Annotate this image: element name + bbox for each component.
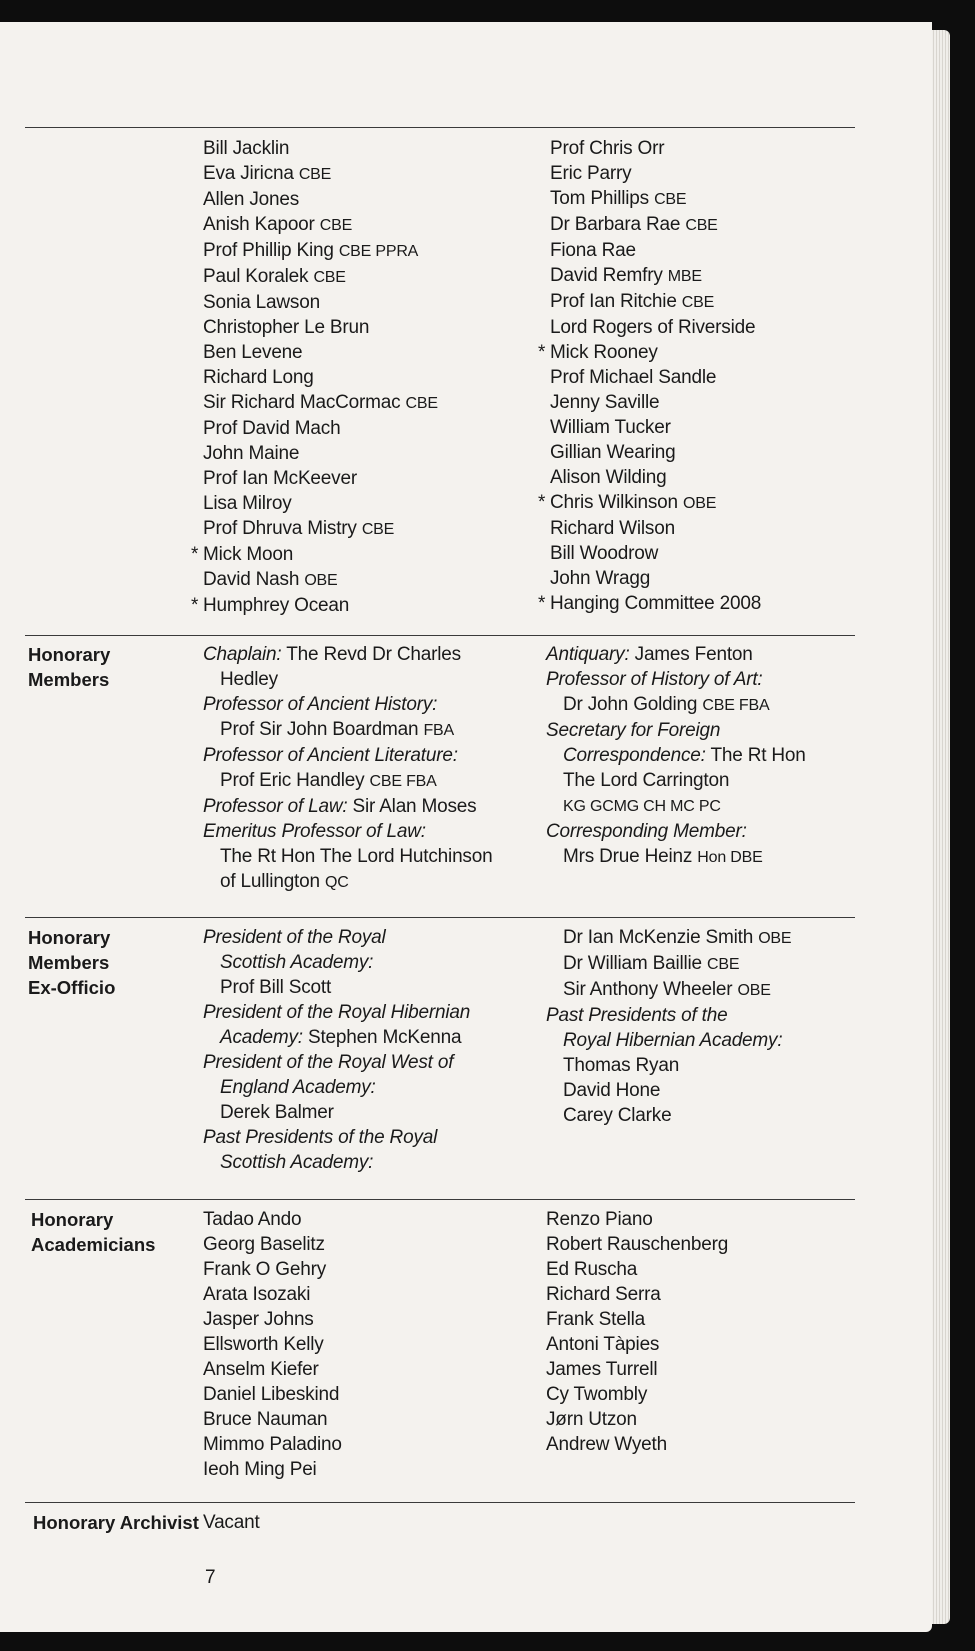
member-entry xyxy=(203,390,438,416)
person-name: Andrew Wyeth xyxy=(546,1434,667,1455)
person-name: Prof Phillip King xyxy=(203,240,334,261)
honours-suffix: Hon DBE xyxy=(697,849,763,866)
member-entry xyxy=(203,416,438,441)
person-name: Eva Jiricna xyxy=(203,163,294,184)
person-name: Prof Chris Orr xyxy=(550,138,665,159)
hanging-committee-marker: * xyxy=(538,342,546,363)
person-name: Dr John Golding xyxy=(563,694,698,715)
person-name: Tom Phillips xyxy=(550,188,649,209)
member-entry xyxy=(538,490,761,516)
role-entry xyxy=(546,793,806,819)
person-name: David Hone xyxy=(563,1080,661,1101)
member-entry xyxy=(546,1232,728,1257)
person-name: Prof Eric Handley xyxy=(220,770,365,791)
person-name: David Nash xyxy=(203,569,300,590)
role-title: Scottish Academy: xyxy=(220,952,374,973)
role-entry xyxy=(203,1150,470,1175)
role-entry xyxy=(203,1100,470,1125)
role-entry xyxy=(203,692,492,717)
member-entry xyxy=(550,440,761,465)
person-name: Paul Koralek xyxy=(203,266,309,287)
role-entry xyxy=(546,743,806,768)
role-title: Past Presidents of the xyxy=(546,1005,728,1026)
person-name: Dr Barbara Rae xyxy=(550,214,681,235)
section-heading-line: Ex-Officio xyxy=(28,977,116,998)
role-title: Academy: xyxy=(220,1027,303,1048)
member-entry xyxy=(550,390,761,415)
member-entry xyxy=(203,441,438,466)
role-title: President of the Royal xyxy=(203,927,386,948)
person-name: John Wragg xyxy=(550,568,651,589)
role-entry xyxy=(546,925,791,951)
member-entry xyxy=(203,365,438,390)
person-name: Anselm Kiefer xyxy=(203,1359,319,1380)
member-entry xyxy=(203,1332,342,1357)
honours-suffix: OBE xyxy=(758,930,792,947)
person-name: The Revd Dr Charles xyxy=(286,644,461,665)
person-name: Jenny Saville xyxy=(550,392,660,413)
section-heading-line: Honorary xyxy=(28,927,111,948)
rule-honorary-members xyxy=(25,635,855,636)
honours-suffix: OBE xyxy=(304,572,338,589)
role-entry xyxy=(546,1078,791,1103)
person-name: James Turrell xyxy=(546,1359,658,1380)
role-title: England Academy: xyxy=(220,1077,376,1098)
member-entry xyxy=(550,541,761,566)
member-entry xyxy=(550,365,761,390)
hanging-committee-marker: * xyxy=(191,544,199,565)
person-name: Lisa Milroy xyxy=(203,493,292,514)
person-name: Stephen McKenna xyxy=(307,1027,462,1048)
honorary-members-heading xyxy=(28,642,110,692)
member-entry xyxy=(203,1382,342,1407)
person-name: Sir Alan Moses xyxy=(352,796,477,817)
person-name: Eric Parry xyxy=(550,163,632,184)
honours-suffix: OBE xyxy=(737,982,771,999)
role-entry xyxy=(203,743,492,768)
role-entry xyxy=(546,844,806,870)
role-entry xyxy=(203,667,492,692)
role-entry xyxy=(546,1003,791,1028)
member-entry xyxy=(203,212,438,238)
member-entry xyxy=(203,187,438,212)
person-name: Prof Ian McKeever xyxy=(203,468,357,489)
role-entry xyxy=(203,869,492,895)
person-name: Ed Ruscha xyxy=(546,1259,638,1280)
role-entry xyxy=(546,768,806,793)
honours-suffix: CBE xyxy=(654,191,687,208)
member-entry xyxy=(203,1207,342,1232)
role-entry xyxy=(203,1025,470,1050)
role-entry xyxy=(203,1125,470,1150)
person-name: Lord Rogers of Riverside xyxy=(550,317,756,338)
role-title: Professor of Ancient Literature: xyxy=(203,745,458,766)
role-entry xyxy=(203,975,470,1000)
person-name: Antoni Tàpies xyxy=(546,1334,660,1355)
role-title: Antiquary: xyxy=(546,644,630,665)
person-name: Anish Kapoor xyxy=(203,214,315,235)
role-entry xyxy=(546,1103,791,1128)
honours-suffix: CBE PPRA xyxy=(338,243,419,260)
member-entry xyxy=(203,1282,342,1307)
person-name: Dr Ian McKenzie Smith xyxy=(563,927,754,948)
member-entry xyxy=(550,465,761,490)
person-name: Prof Bill Scott xyxy=(220,977,332,998)
person-name: Daniel Libeskind xyxy=(203,1384,340,1405)
person-name: Sir Anthony Wheeler xyxy=(563,979,733,1000)
person-name: Allen Jones xyxy=(203,189,300,210)
person-name: Bruce Nauman xyxy=(203,1409,328,1430)
member-entry xyxy=(546,1357,728,1382)
person-name: Hanging Committee 2008 xyxy=(550,593,762,614)
person-name: The Rt Hon xyxy=(710,745,806,766)
role-entry xyxy=(203,717,492,743)
person-name: Derek Balmer xyxy=(220,1102,334,1123)
member-entry xyxy=(550,212,761,238)
member-entry xyxy=(203,466,438,491)
role-entry xyxy=(546,1028,791,1053)
member-entry xyxy=(203,264,438,290)
section-heading-line: Honorary xyxy=(28,644,111,665)
role-entry xyxy=(203,642,492,667)
person-name: Sonia Lawson xyxy=(203,292,320,313)
member-entry xyxy=(203,161,438,187)
member-entry xyxy=(550,415,761,440)
person-name: Prof Michael Sandle xyxy=(550,367,717,388)
honours-suffix: CBE FBA xyxy=(369,773,437,790)
member-entry xyxy=(203,567,438,593)
role-entry xyxy=(203,819,492,844)
person-name: Humphrey Ocean xyxy=(203,595,350,616)
honours-suffix: OBE xyxy=(683,495,717,512)
member-entry xyxy=(550,238,761,263)
rule-honorary-archivist xyxy=(25,1502,855,1503)
role-entry xyxy=(546,692,806,718)
member-entry xyxy=(550,161,761,186)
member-entry xyxy=(538,340,761,365)
member-entry xyxy=(203,1407,342,1432)
person-name: Prof Sir John Boardman xyxy=(220,719,419,740)
member-entry xyxy=(191,542,438,567)
section-heading-line: Members xyxy=(28,669,110,690)
honours-suffix: CBE xyxy=(361,521,395,538)
person-name: Cy Twombly xyxy=(546,1384,648,1405)
member-entry xyxy=(203,1432,342,1457)
hanging-committee-marker: * xyxy=(538,593,546,614)
role-entry xyxy=(203,1050,470,1075)
person-name: Georg Baselitz xyxy=(203,1234,325,1255)
member-entry xyxy=(203,136,438,161)
page-number: 7 xyxy=(205,1567,216,1588)
member-entry xyxy=(203,290,438,315)
role-entry xyxy=(546,642,806,667)
ex-officio-right-column xyxy=(546,925,791,1128)
role-title: Chaplain: xyxy=(203,644,282,665)
ex-officio-left-column xyxy=(203,925,470,1175)
rule-ex-officio xyxy=(25,917,855,918)
role-title: Royal Hibernian Academy: xyxy=(563,1030,783,1051)
member-entry xyxy=(550,186,761,212)
member-entry xyxy=(546,1282,728,1307)
member-entry xyxy=(546,1207,728,1232)
honours-suffix: QC xyxy=(324,874,349,891)
person-name: David Remfry xyxy=(550,265,663,286)
person-name: Bill Jacklin xyxy=(203,138,290,159)
person-name: Frank Stella xyxy=(546,1309,645,1330)
person-name: The Lord Carrington xyxy=(563,770,730,791)
person-name: Mimmo Paladino xyxy=(203,1434,342,1455)
role-entry xyxy=(203,950,470,975)
role-entry xyxy=(546,819,806,844)
person-name: Bill Woodrow xyxy=(550,543,659,564)
document-page xyxy=(0,22,932,1632)
person-name: Dr William Baillie xyxy=(563,953,702,974)
role-title: Professor of History of Art: xyxy=(546,669,763,690)
person-name: Tadao Ando xyxy=(203,1209,302,1230)
honours-suffix: MBE xyxy=(667,268,702,285)
hanging-committee-marker: * xyxy=(538,492,546,513)
role-entry xyxy=(546,718,806,743)
honours-suffix: CBE xyxy=(707,956,740,973)
member-entry xyxy=(203,1232,342,1257)
person-name: William Tucker xyxy=(550,417,671,438)
role-entry xyxy=(546,977,791,1003)
person-name: The Rt Hon The Lord Hutchinson xyxy=(220,846,493,867)
member-entry xyxy=(538,591,762,616)
honorary-academicians-heading xyxy=(31,1207,155,1257)
honours-suffix: CBE FBA xyxy=(702,697,770,714)
member-entry xyxy=(203,1457,342,1482)
ex-officio-heading xyxy=(28,925,115,1000)
honours-suffix: CBE xyxy=(298,166,332,183)
role-title: Professor of Law: xyxy=(203,796,348,817)
person-name: Christopher Le Brun xyxy=(203,317,370,338)
person-name: Frank O Gehry xyxy=(203,1259,327,1280)
person-name: Prof Dhruva Mistry xyxy=(203,518,357,539)
honorary-members-left-column xyxy=(203,642,492,895)
person-name: James Fenton xyxy=(634,644,753,665)
role-title: Scottish Academy: xyxy=(220,1152,374,1173)
academicians-right-column xyxy=(538,136,762,616)
member-entry xyxy=(203,238,438,264)
honours-suffix: CBE xyxy=(313,269,346,286)
honours-suffix: KG GCMG CH MC PC xyxy=(563,798,721,815)
role-title: President of the Royal Hibernian xyxy=(203,1002,471,1023)
role-entry xyxy=(203,925,470,950)
role-title: Past Presidents of the Royal xyxy=(203,1127,438,1148)
honours-suffix: CBE xyxy=(319,217,353,234)
member-entry xyxy=(550,566,761,591)
person-name: Prof David Mach xyxy=(203,418,341,439)
member-entry xyxy=(546,1332,728,1357)
role-entry xyxy=(203,1000,470,1025)
member-entry xyxy=(550,263,761,289)
person-name: Arata Isozaki xyxy=(203,1284,311,1305)
person-name: Jasper Johns xyxy=(203,1309,314,1330)
member-entry xyxy=(203,491,438,516)
person-name: Mick Moon xyxy=(203,544,294,565)
role-entry xyxy=(203,794,492,819)
role-title: Professor of Ancient History: xyxy=(203,694,438,715)
rule-honorary-academicians xyxy=(25,1199,855,1200)
section-heading-line: Honorary xyxy=(31,1209,114,1230)
member-entry xyxy=(546,1407,728,1432)
person-name: Alison Wilding xyxy=(550,467,667,488)
member-entry xyxy=(203,516,438,542)
honours-suffix: CBE xyxy=(405,395,438,412)
honours-suffix: CBE xyxy=(685,217,718,234)
role-title: Emeritus Professor of Law: xyxy=(203,821,426,842)
member-entry xyxy=(546,1382,728,1407)
member-entry xyxy=(203,340,438,365)
honorary-academicians-right-column xyxy=(546,1207,728,1457)
person-name: Ieoh Ming Pei xyxy=(203,1459,317,1480)
person-name: Fiona Rae xyxy=(550,240,636,261)
person-name: Hedley xyxy=(220,669,278,690)
person-name: Mick Rooney xyxy=(550,342,658,363)
role-title: Corresponding Member: xyxy=(546,821,747,842)
role-entry xyxy=(546,951,791,977)
member-entry xyxy=(203,1257,342,1282)
role-entry xyxy=(546,1053,791,1078)
member-entry xyxy=(546,1257,728,1282)
person-name: of Lullington xyxy=(220,871,320,892)
person-name: Carey Clarke xyxy=(563,1105,672,1126)
person-name: Jørn Utzon xyxy=(546,1409,637,1430)
person-name: Ellsworth Kelly xyxy=(203,1334,324,1355)
role-title: Secretary for Foreign xyxy=(546,720,721,741)
role-entry xyxy=(546,667,806,692)
member-entry xyxy=(550,289,761,315)
person-name: Thomas Ryan xyxy=(563,1055,680,1076)
role-entry xyxy=(203,1075,470,1100)
person-name: Renzo Piano xyxy=(546,1209,653,1230)
person-name: Richard Serra xyxy=(546,1284,661,1305)
top-rule xyxy=(25,127,855,128)
person-name: Richard Wilson xyxy=(550,518,675,539)
person-name: Prof Ian Ritchie xyxy=(550,291,677,312)
member-entry xyxy=(203,315,438,340)
member-entry xyxy=(203,1357,342,1382)
honours-suffix: FBA xyxy=(423,722,454,739)
member-entry xyxy=(550,516,761,541)
hanging-committee-marker: * xyxy=(191,595,199,616)
member-entry xyxy=(550,136,761,161)
academicians-left-column xyxy=(191,136,438,618)
role-title: Correspondence: xyxy=(563,745,706,766)
role-title: President of the Royal West of xyxy=(203,1052,454,1073)
role-entry xyxy=(203,768,492,794)
member-entry xyxy=(191,593,438,618)
honours-suffix: CBE xyxy=(681,294,715,311)
person-name: Robert Rauschenberg xyxy=(546,1234,729,1255)
section-heading-line: Academicians xyxy=(31,1234,156,1255)
person-name: Sir Richard MacCormac xyxy=(203,392,401,413)
person-name: Richard Long xyxy=(203,367,314,388)
member-entry xyxy=(546,1432,728,1457)
member-entry xyxy=(550,315,761,340)
person-name: Gillian Wearing xyxy=(550,442,676,463)
person-name: Ben Levene xyxy=(203,342,303,363)
member-entry xyxy=(203,1307,342,1332)
person-name: Chris Wilkinson xyxy=(550,492,678,513)
person-name: Mrs Drue Heinz xyxy=(563,846,693,867)
honorary-archivist-heading: Honorary Archivist xyxy=(33,1512,199,1533)
member-entry xyxy=(546,1307,728,1332)
role-entry xyxy=(203,844,492,869)
honorary-academicians-left-column xyxy=(203,1207,342,1482)
section-heading-line: Members xyxy=(28,952,110,973)
honorary-archivist-value: Vacant xyxy=(203,1512,260,1533)
person-name: John Maine xyxy=(203,443,300,464)
honorary-members-right-column xyxy=(546,642,806,870)
